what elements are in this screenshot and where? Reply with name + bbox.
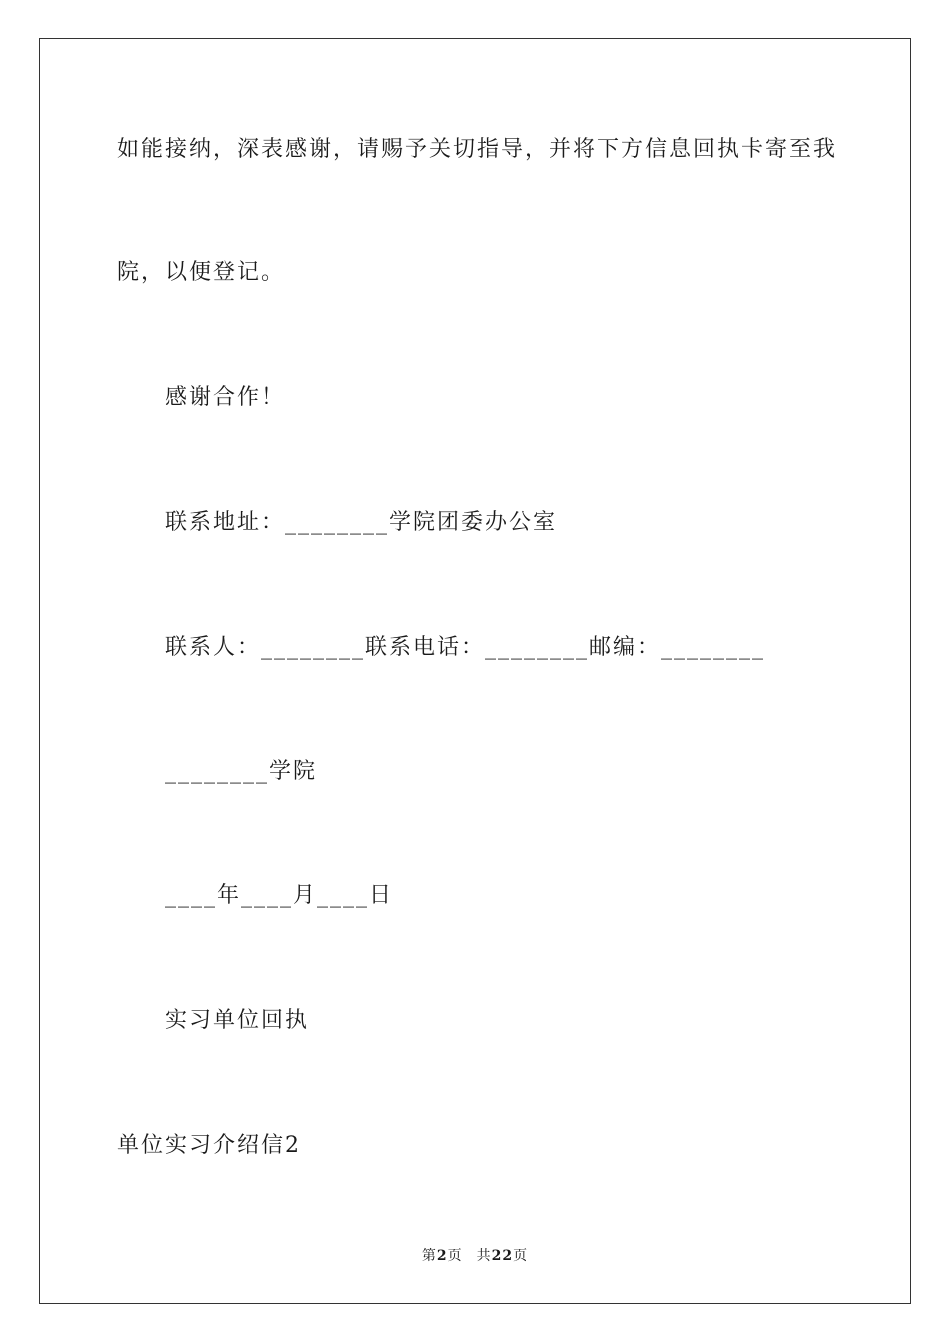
body-paragraph-line-1: 如能接纳，深表感谢，请赐予关切指导，并将下方信息回执卡寄至我 <box>117 137 838 162</box>
page-border <box>39 38 911 1304</box>
page-number: 2 <box>436 1248 448 1264</box>
total-pages: 22 <box>491 1248 514 1264</box>
body-paragraph-line-2: 院，以便登记。 <box>117 260 286 285</box>
total-suffix: 页 <box>513 1248 529 1264</box>
date-line: ____年____月____日 <box>165 883 394 908</box>
contact-address-line: 联系地址：________学院团委办公室 <box>165 510 558 535</box>
college-signature-line: ________学院 <box>165 759 318 784</box>
thanks-line: 感谢合作！ <box>165 385 286 410</box>
receipt-heading: 实习单位回执 <box>165 1008 310 1033</box>
section-title: 单位实习介绍信2 <box>117 1133 301 1158</box>
page-footer <box>0 1246 950 1266</box>
page-suffix: 页 <box>447 1248 463 1264</box>
total-prefix: 共 <box>476 1248 492 1264</box>
contact-person-line: 联系人：________联系电话：________邮编：________ <box>165 635 766 660</box>
page-prefix: 第 <box>421 1248 437 1264</box>
